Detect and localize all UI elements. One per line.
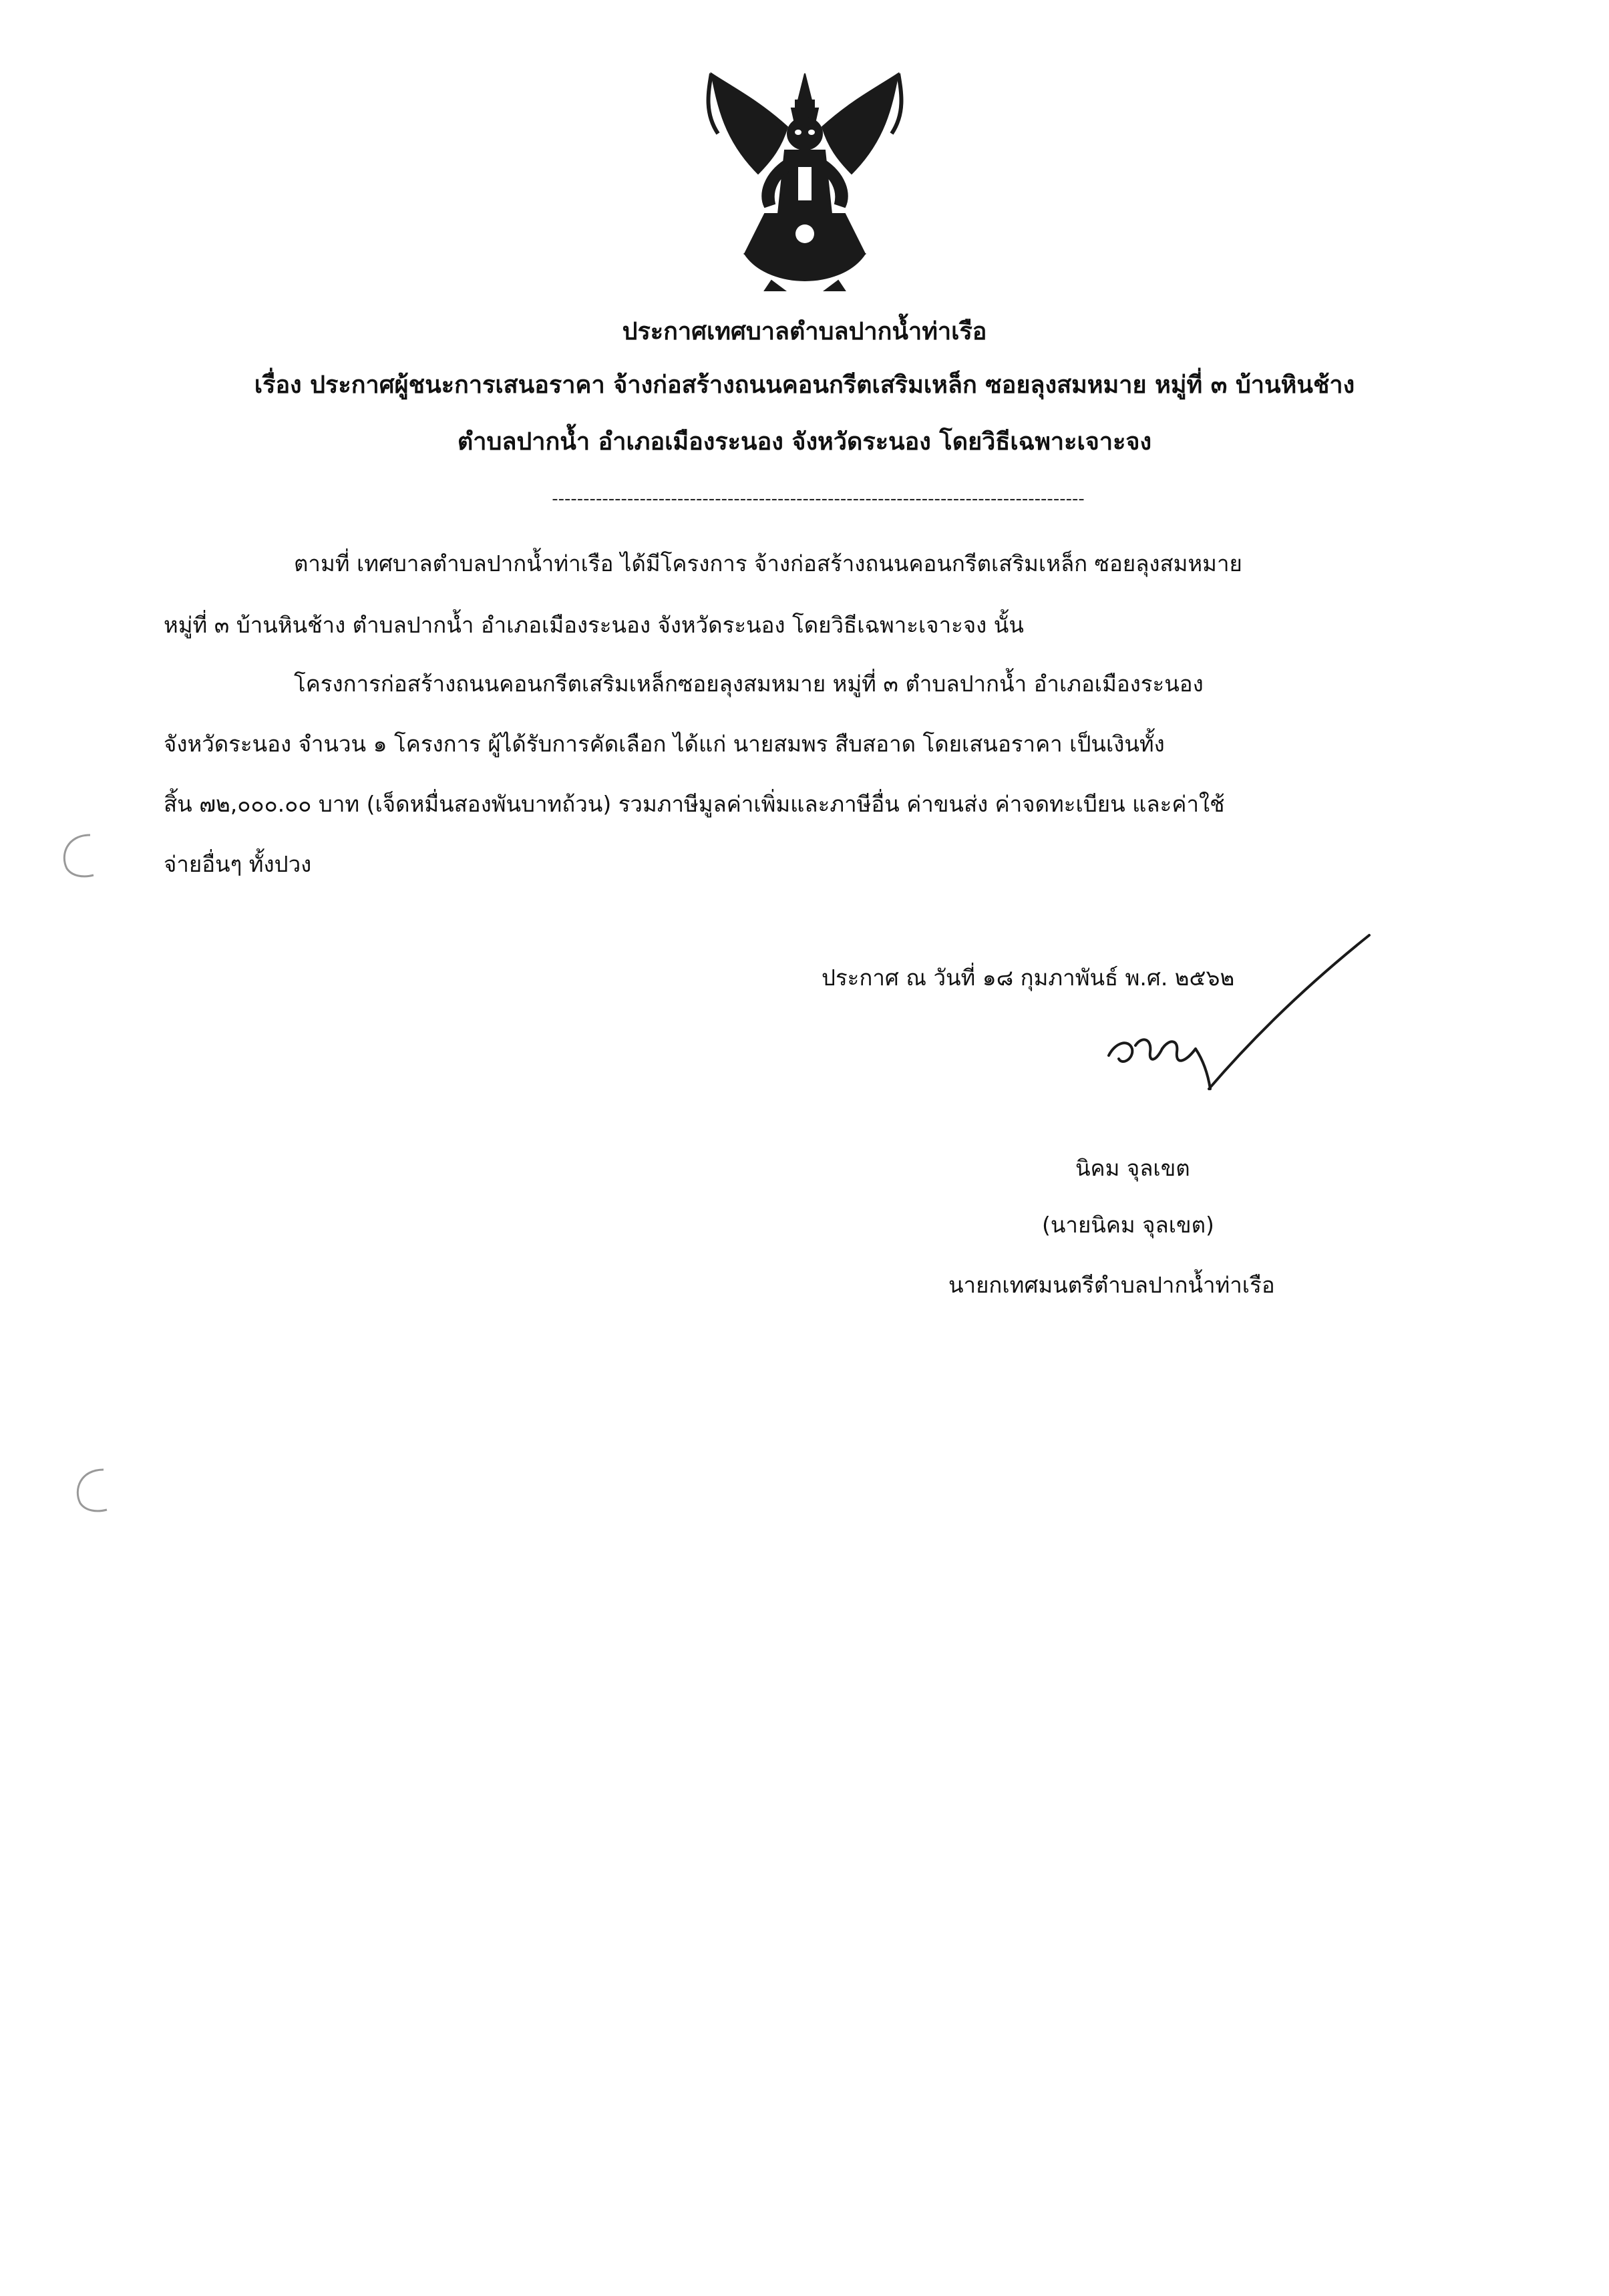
punch-hole-mark-icon	[67, 1463, 114, 1516]
document-heading: ประกาศเทศบาลตำบลปากน้ำท่าเรือ	[622, 318, 987, 345]
signer-position: นายกเทศมนตรีตำบลปากน้ำท่าเรือ	[948, 1272, 1275, 1298]
paragraph-1-line-2: หมู่ที่ ๓ บ้านหินช้าง ตำบลปากน้ำ อำเภอเมืองระนอง จังหวัดระนอง โดยวิธีเฉพาะเจาะจง นั้น	[164, 612, 1024, 638]
paragraph-2-line-2: จังหวัดระนอง จำนวน ๑ โครงการ ผู้ได้รับการคัดเลือก ได้แก่ นายสมพร สืบสอาด โดยเสนอราคา เป็นเงินทั้ง	[164, 731, 1165, 757]
divider-line: -------------------------------------------------------------------------------------	[552, 489, 1085, 509]
subject-line-1: เรื่อง ประกาศผู้ชนะการเสนอราคา จ้างก่อสร้างถนนคอนกรีตเสริมเหล็ก ซอยลุงสมหมาย หมู่ที่ ๓ บ้านหินช้าง	[254, 371, 1355, 399]
garuda-emblem-icon	[698, 60, 912, 294]
paragraph-1-line-1: ตามที่ เทศบาลตำบลปากน้ำท่าเรือ ได้มีโครงการ จ้างก่อสร้างถนนคอนกรีตเสริมเหล็ก ซอยลุงสมหมาย	[294, 550, 1242, 577]
punch-hole-mark-icon	[53, 828, 100, 882]
paragraph-2-line-1: โครงการก่อสร้างถนนคอนกรีตเสริมเหล็กซอยลุงสมหมาย หมู่ที่ ๓ ตำบลปากน้ำ อำเภอเมืองระนอง	[294, 671, 1204, 697]
subject-line-2: ตำบลปากน้ำ อำเภอเมืองระนอง จังหวัดระนอง โดยวิธีเฉพาะเจาะจง	[457, 428, 1152, 456]
announcement-date: ประกาศ ณ วันที่ ๑๘ กุมภาพันธ์ พ.ศ. ๒๕๖๒	[822, 965, 1235, 991]
paragraph-2-line-4: จ่ายอื่นๆ ทั้งปวง	[164, 851, 312, 877]
signer-fullname: (นายนิคม จุลเขต)	[1042, 1212, 1214, 1238]
signer-name: นิคม จุลเขต	[1075, 1155, 1190, 1181]
handwritten-signature-icon	[1022, 929, 1383, 1116]
paragraph-2-line-3: สิ้น ๗๒,๐๐๐.๐๐ บาท (เจ็ดหมื่นสองพันบาทถ้วน) รวมภาษีมูลค่าเพิ่มและภาษีอื่น ค่าขนส่ง ค่าจดทะเบียน และค่าใช้	[164, 791, 1225, 817]
